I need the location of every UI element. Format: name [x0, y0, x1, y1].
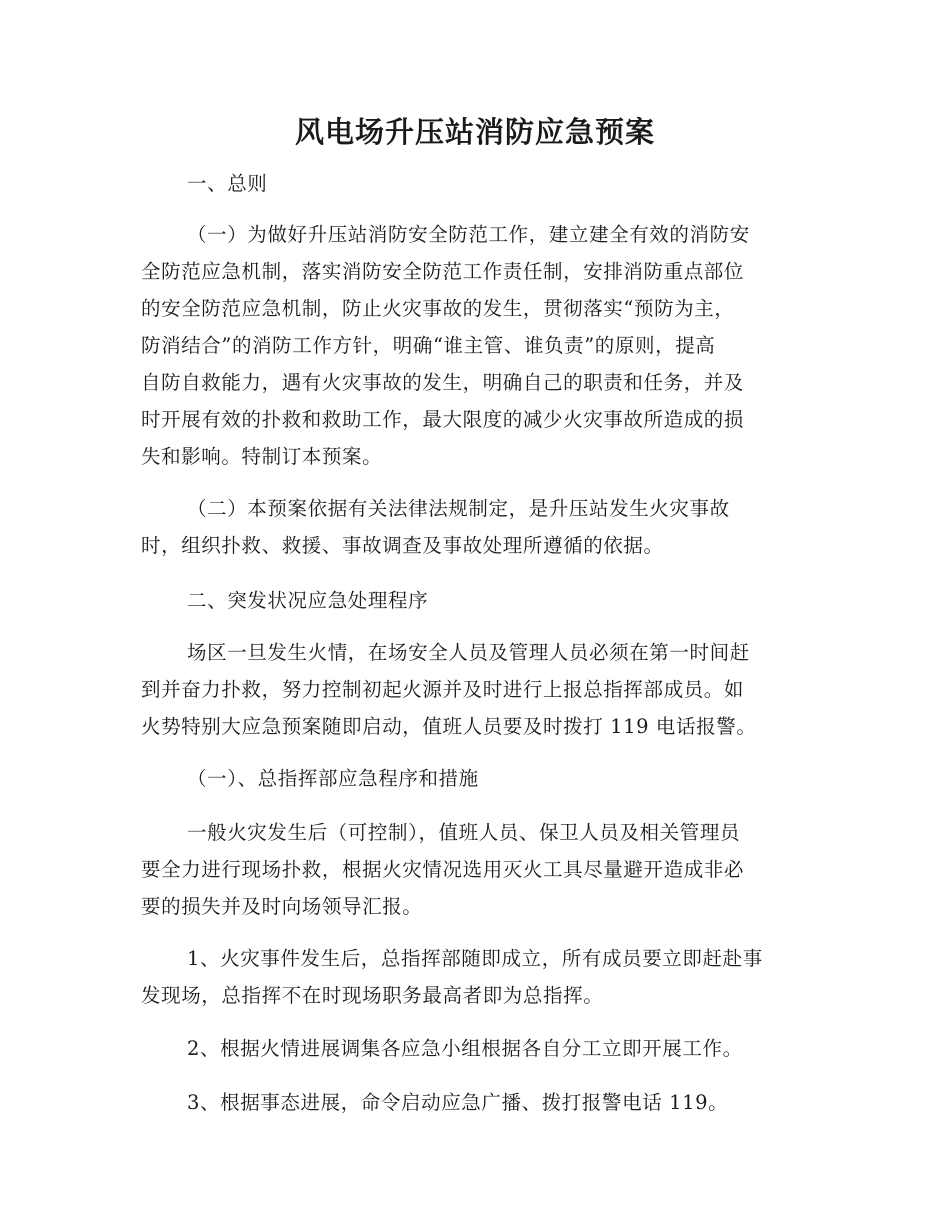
paragraph-line: 火势特别大应急预案随即启动，值班人员要及时拨打 119 电话报警。: [141, 715, 757, 738]
paragraph-basis: [141, 490, 811, 564]
paragraph-line: 自防自救能力，遇有火灾事故的发生，明确自己的职责和任务，并及: [141, 371, 745, 394]
paragraph-line: 的安全防范应急机制，防止火灾事故的发生，贯彻落实“预防为主，: [141, 297, 735, 320]
paragraph-line: 一般火灾发生后（可控制），值班人员、保卫人员及相关管理员: [187, 821, 741, 844]
paragraph-line: （二）本预案依据有关法律法规制定，是升压站发生火灾事故: [187, 497, 730, 520]
section-heading-general: [141, 165, 811, 202]
paragraph-line: 全防范应急机制，落实消防安全防范工作责任制，安排消防重点部位: [141, 260, 745, 283]
list-item-3: [141, 1084, 811, 1121]
heading-text: （一）、总指挥部应急程序和措施: [187, 767, 479, 790]
paragraph-fire-response: [141, 634, 811, 745]
paragraph-purpose: [141, 216, 811, 475]
paragraph-line: 失和影响。特制订本预案。: [141, 445, 383, 468]
paragraph-line: 2、根据火情进展调集各应急小组根据各自分工立即开展工作。: [187, 1037, 743, 1060]
paragraph-line: 到并奋力扑救，努力控制初起火源并及时进行上报总指挥部成员。如: [141, 678, 745, 701]
document-title: 风电场升压站消防应急预案: [294, 115, 655, 149]
paragraph-line: 场区一旦发生火情，在场安全人员及管理人员必须在第一时间赶: [187, 641, 750, 664]
paragraph-line: 发现场，总指挥不在时现场职务最高者即为总指挥。: [141, 984, 604, 1007]
list-item-2: [141, 1030, 811, 1067]
paragraph-line: 要的损失并及时向场领导汇报。: [141, 895, 423, 918]
heading-text: 二、突发状况应急处理程序: [187, 589, 429, 612]
section-heading-emergency: [141, 582, 811, 619]
paragraph-line: 防消结合”的消防工作方针，明确“谁主管、谁负责”的原则，提高: [141, 334, 716, 357]
paragraph-general-fire: [141, 814, 811, 925]
paragraph-line: 1、火灾事件发生后，总指挥部随即成立，所有成员要立即赶赴事: [187, 947, 763, 970]
paragraph-line: （一）为做好升压站消防安全防范工作，建立建全有效的消防安: [187, 223, 750, 246]
paragraph-line: 3、根据事态进展，命令启动应急广播、拨打报警电话 119。: [187, 1091, 729, 1114]
heading-text: 一、总则: [187, 172, 268, 195]
paragraph-line: 要全力进行现场扑救，根据火灾情况选用灭火工具尽量避开造成非必: [141, 858, 745, 881]
paragraph-line: 时，组织扑救、救援、事故调查及事故处理所遵循的依据。: [141, 534, 664, 557]
subsection-heading-command: [141, 760, 811, 797]
list-item-1: [141, 940, 811, 1014]
paragraph-line: 时开展有效的扑救和救助工作，最大限度的减少火灾事故所造成的损: [141, 408, 745, 431]
